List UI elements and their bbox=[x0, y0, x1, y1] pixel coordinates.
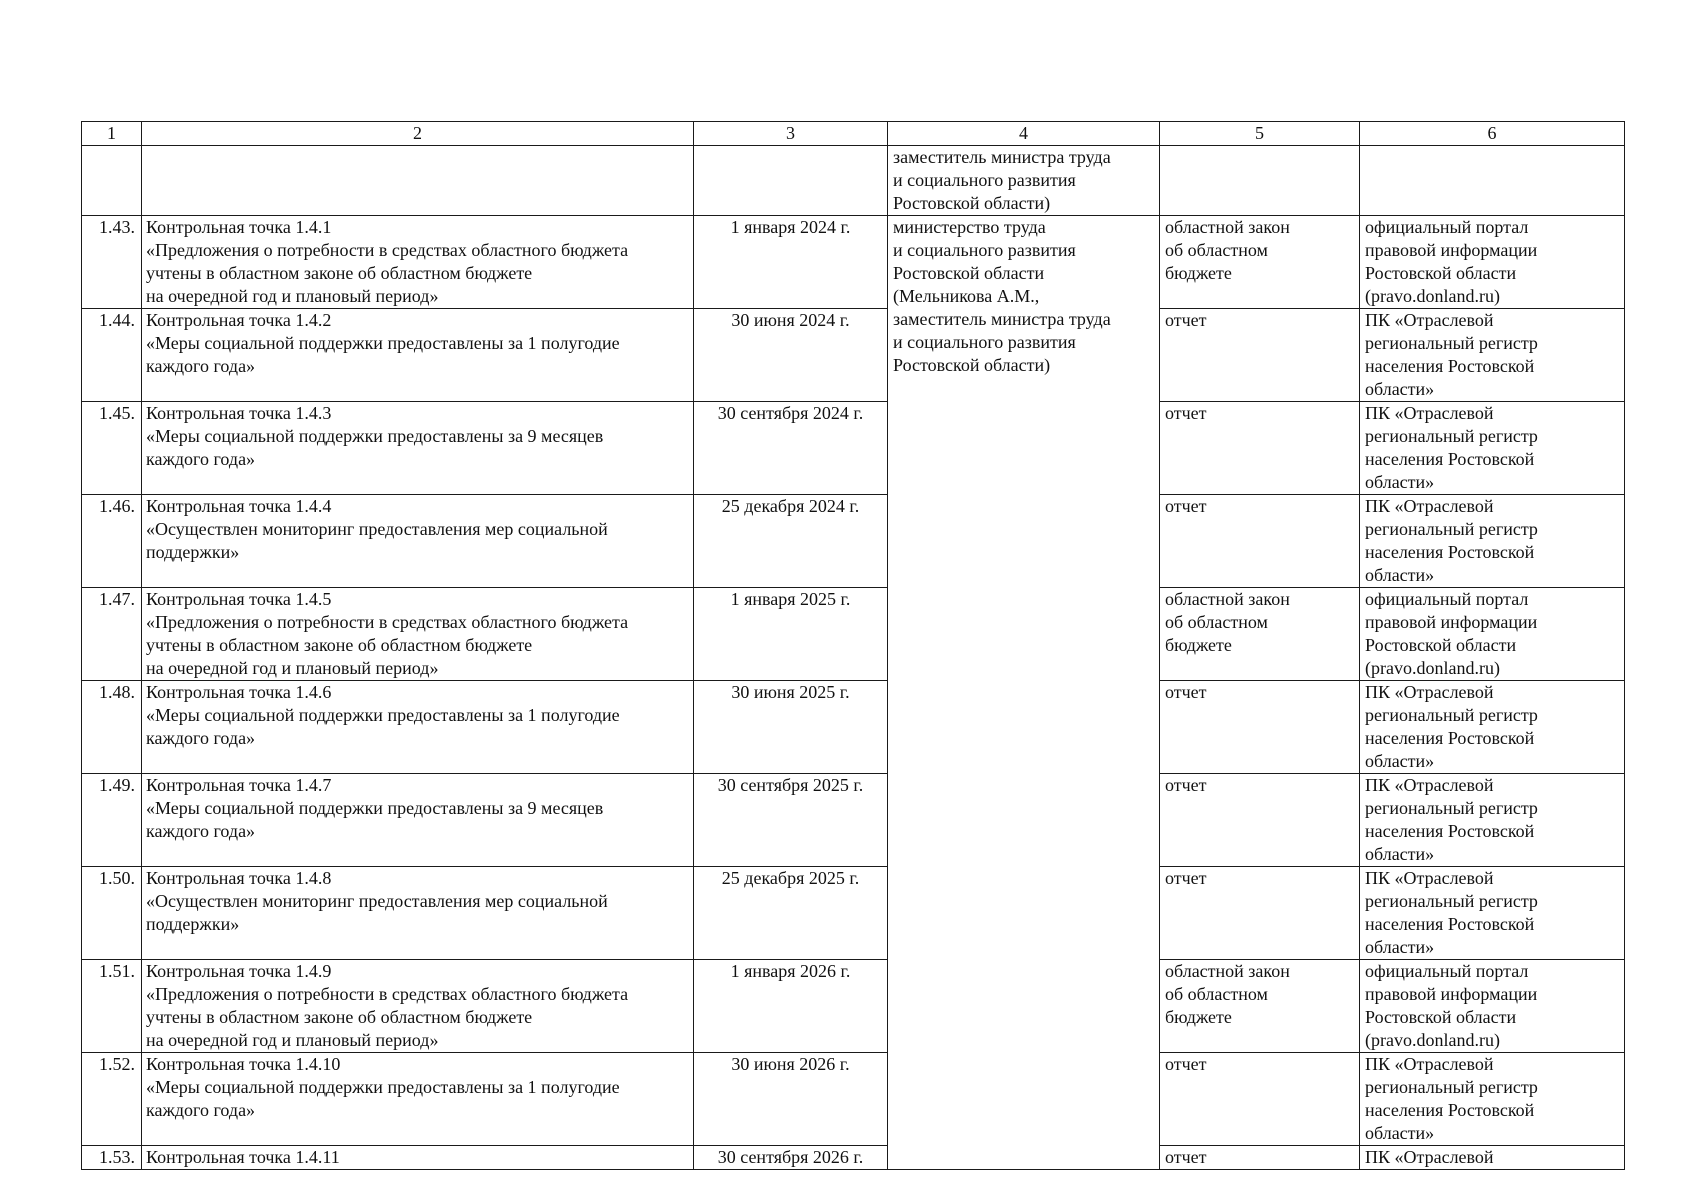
responsible-executor-cell: министерство труда и социального развития Ростовской области (Мельникова А.М., заместитель министра труда и социального развития Ростовской области) bbox=[888, 216, 1160, 1170]
column-number-header: 4 bbox=[888, 122, 1160, 146]
column-number-header: 2 bbox=[142, 122, 694, 146]
empty-cell bbox=[694, 146, 888, 216]
deadline-date-cell: 25 декабря 2025 г. bbox=[694, 867, 888, 960]
control-point-title-cell: Контрольная точка 1.4.3 «Меры социальной поддержки предоставлены за 9 месяцев каждого года» bbox=[142, 402, 694, 495]
row-number-cell: 1.43. bbox=[82, 216, 142, 309]
info-source-cell: ПК «Отраслевой региональный регистр населения Ростовской области» bbox=[1360, 1053, 1625, 1146]
row-number-cell: 1.47. bbox=[82, 588, 142, 681]
column-number-header: 6 bbox=[1360, 122, 1625, 146]
deadline-date-cell: 1 января 2024 г. bbox=[694, 216, 888, 309]
control-points-table bbox=[81, 121, 1625, 1170]
row-number-cell: 1.51. bbox=[82, 960, 142, 1053]
document-type-cell: отчет bbox=[1160, 309, 1360, 402]
control-point-title-cell: Контрольная точка 1.4.11 bbox=[142, 1146, 694, 1170]
control-point-title-cell: Контрольная точка 1.4.5 «Предложения о потребности в средствах областного бюджета учтены в областном законе об областном бюджете на очередной год и плановый период» bbox=[142, 588, 694, 681]
info-source-cell: ПК «Отраслевой региональный регистр населения Ростовской области» bbox=[1360, 495, 1625, 588]
document-type-cell: областной закон об областном бюджете bbox=[1160, 960, 1360, 1053]
document-type-cell: отчет bbox=[1160, 681, 1360, 774]
document-type-cell: областной закон об областном бюджете bbox=[1160, 216, 1360, 309]
table-row bbox=[82, 867, 1625, 960]
table-row bbox=[82, 774, 1625, 867]
table-row bbox=[82, 309, 1625, 402]
document-type-cell: отчет bbox=[1160, 1053, 1360, 1146]
control-point-title-cell: Контрольная точка 1.4.6 «Меры социальной поддержки предоставлены за 1 полугодие каждого года» bbox=[142, 681, 694, 774]
info-source-cell: официальный портал правовой информации Ростовской области (pravo.donland.ru) bbox=[1360, 588, 1625, 681]
empty-cell bbox=[1360, 146, 1625, 216]
table-row bbox=[82, 495, 1625, 588]
table-row bbox=[82, 588, 1625, 681]
info-source-cell: ПК «Отраслевой региональный регистр населения Ростовской области» bbox=[1360, 867, 1625, 960]
row-number-cell: 1.45. bbox=[82, 402, 142, 495]
document-type-cell: отчет bbox=[1160, 495, 1360, 588]
control-point-title-cell: Контрольная точка 1.4.1 «Предложения о потребности в средствах областного бюджета учтены в областном законе об областном бюджете на очередной год и плановый период» bbox=[142, 216, 694, 309]
table-row bbox=[82, 681, 1625, 774]
row-number-cell: 1.48. bbox=[82, 681, 142, 774]
empty-cell bbox=[142, 146, 694, 216]
table-row bbox=[82, 402, 1625, 495]
row-number-cell: 1.50. bbox=[82, 867, 142, 960]
column-number-header-row bbox=[82, 122, 1625, 146]
control-point-title-cell: Контрольная точка 1.4.7 «Меры социальной поддержки предоставлены за 9 месяцев каждого года» bbox=[142, 774, 694, 867]
control-point-title-cell: Контрольная точка 1.4.2 «Меры социальной поддержки предоставлены за 1 полугодие каждого года» bbox=[142, 309, 694, 402]
continuation-row bbox=[82, 146, 1625, 216]
column-number-header: 5 bbox=[1160, 122, 1360, 146]
info-source-cell: ПК «Отраслевой региональный регистр населения Ростовской области» bbox=[1360, 774, 1625, 867]
control-point-title-cell: Контрольная точка 1.4.4 «Осуществлен мониторинг предоставления мер социальной поддержки» bbox=[142, 495, 694, 588]
info-source-cell: официальный портал правовой информации Ростовской области (pravo.donland.ru) bbox=[1360, 960, 1625, 1053]
column-number-header: 3 bbox=[694, 122, 888, 146]
row-number-cell: 1.44. bbox=[82, 309, 142, 402]
document-type-cell: отчет bbox=[1160, 402, 1360, 495]
deadline-date-cell: 1 января 2026 г. bbox=[694, 960, 888, 1053]
table-row bbox=[82, 960, 1625, 1053]
document-type-cell: отчет bbox=[1160, 867, 1360, 960]
deadline-date-cell: 1 января 2025 г. bbox=[694, 588, 888, 681]
document-type-cell: отчет bbox=[1160, 774, 1360, 867]
info-source-cell: ПК «Отраслевой bbox=[1360, 1146, 1625, 1170]
deadline-date-cell: 30 июня 2026 г. bbox=[694, 1053, 888, 1146]
document-type-cell: отчет bbox=[1160, 1146, 1360, 1170]
deadline-date-cell: 30 июня 2025 г. bbox=[694, 681, 888, 774]
table-row bbox=[82, 1053, 1625, 1146]
control-point-title-cell: Контрольная точка 1.4.9 «Предложения о потребности в средствах областного бюджета учтены в областном законе об областном бюджете на очередной год и плановый период» bbox=[142, 960, 694, 1053]
deadline-date-cell: 30 сентября 2025 г. bbox=[694, 774, 888, 867]
deadline-date-cell: 25 декабря 2024 г. bbox=[694, 495, 888, 588]
control-point-title-cell: Контрольная точка 1.4.10 «Меры социальной поддержки предоставлены за 1 полугодие каждого года» bbox=[142, 1053, 694, 1146]
empty-cell bbox=[82, 146, 142, 216]
document-type-cell: областной закон об областном бюджете bbox=[1160, 588, 1360, 681]
info-source-cell: официальный портал правовой информации Ростовской области (pravo.donland.ru) bbox=[1360, 216, 1625, 309]
column-number-header: 1 bbox=[82, 122, 142, 146]
deadline-date-cell: 30 сентября 2024 г. bbox=[694, 402, 888, 495]
info-source-cell: ПК «Отраслевой региональный регистр населения Ростовской области» bbox=[1360, 681, 1625, 774]
deadline-date-cell: 30 сентября 2026 г. bbox=[694, 1146, 888, 1170]
row-number-cell: 1.52. bbox=[82, 1053, 142, 1146]
info-source-cell: ПК «Отраслевой региональный регистр населения Ростовской области» bbox=[1360, 402, 1625, 495]
empty-cell bbox=[1160, 146, 1360, 216]
info-source-cell: ПК «Отраслевой региональный регистр населения Ростовской области» bbox=[1360, 309, 1625, 402]
table-row bbox=[82, 1146, 1625, 1170]
row-number-cell: 1.53. bbox=[82, 1146, 142, 1170]
row-number-cell: 1.49. bbox=[82, 774, 142, 867]
deadline-date-cell: 30 июня 2024 г. bbox=[694, 309, 888, 402]
executor-continuation-cell: заместитель министра труда и социального развития Ростовской области) bbox=[888, 146, 1160, 216]
control-point-title-cell: Контрольная точка 1.4.8 «Осуществлен мониторинг предоставления мер социальной поддержки» bbox=[142, 867, 694, 960]
table-row bbox=[82, 216, 1625, 309]
row-number-cell: 1.46. bbox=[82, 495, 142, 588]
